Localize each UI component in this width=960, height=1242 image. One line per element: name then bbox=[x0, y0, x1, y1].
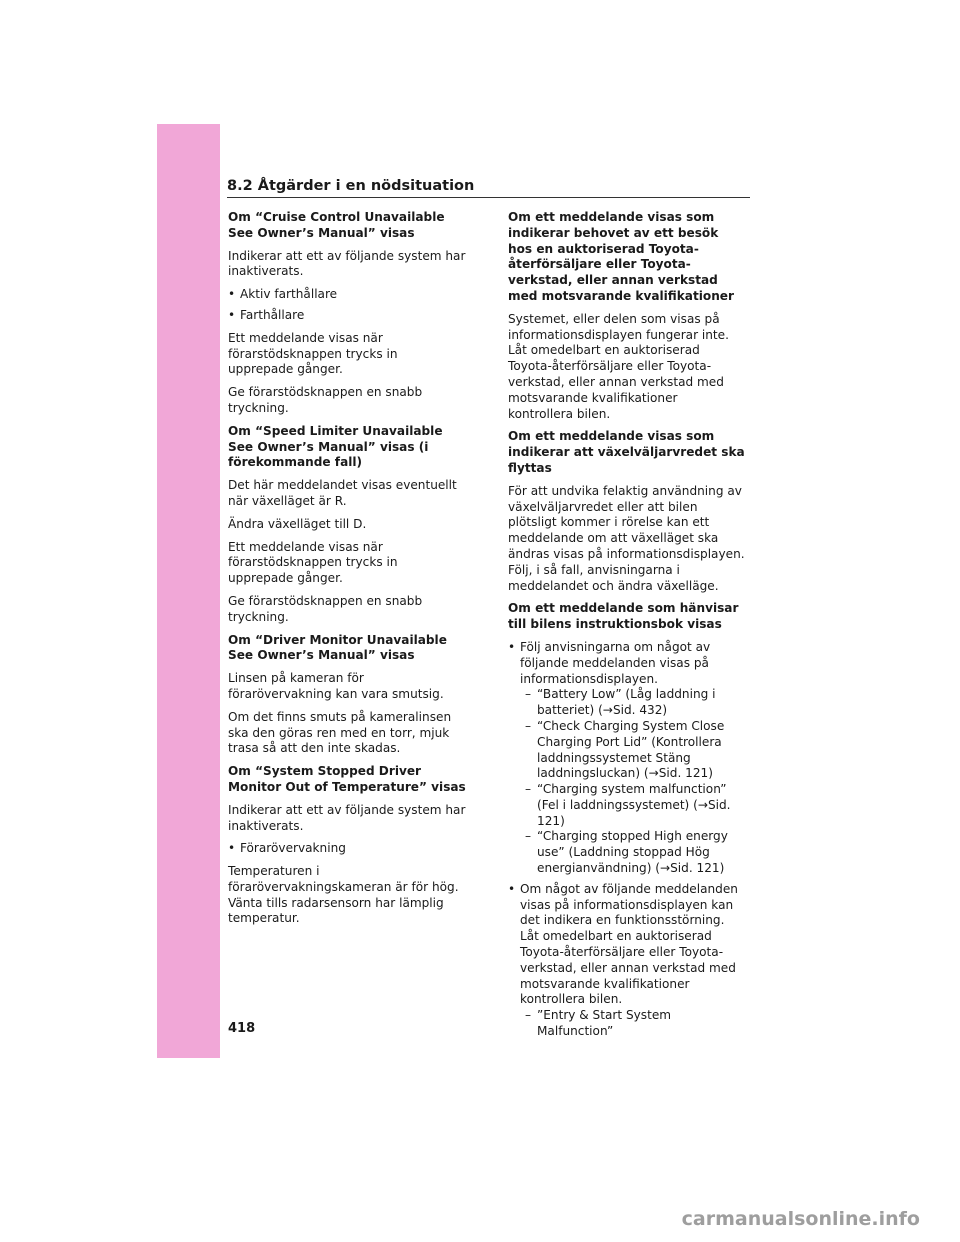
paragraph: Ett meddelande visas när förarstödsknappen trycks in upprepade gånger. bbox=[228, 539, 398, 586]
section-header: 8.2 Åtgärder i en nödsituation bbox=[227, 178, 750, 198]
bullet-list bbox=[228, 841, 466, 857]
bullet-list bbox=[228, 287, 466, 324]
paragraph: Indikerar att ett av följande system har inaktiverats. bbox=[228, 248, 466, 279]
paragraph: Ett meddelande visas när förarstödsknappen trycks in upprepade gånger. bbox=[228, 330, 398, 377]
right-column bbox=[508, 210, 746, 1047]
heading-system-stopped: Om “System Stopped Driver Monitor Out of Temperature” visas bbox=[228, 764, 466, 794]
heading-shift-lever: Om ett meddelande visas som indikerar att växelväljarvredet ska flyttas bbox=[508, 429, 745, 475]
paragraph: Indikerar att ett av följande system har inaktiverats. bbox=[228, 802, 466, 833]
list-item: – “Check Charging System Close Charging Port Lid” (Kontrollera laddningssystemet Stäng laddningsluckan) (→Sid. 121) bbox=[520, 719, 746, 782]
list-item bbox=[508, 882, 746, 1040]
paragraph: Ge förarstödsknappen en snabb tryckning. bbox=[228, 385, 423, 415]
list-item bbox=[508, 640, 746, 877]
paragraph: Ge förarstödsknappen en snabb tryckning. bbox=[228, 593, 423, 624]
dash-list bbox=[520, 687, 746, 877]
paragraph: Det här meddelandet visas eventuellt när växelläget är R. bbox=[228, 478, 457, 508]
sidebar-tab bbox=[157, 124, 220, 1058]
paragraph: För att undvika felaktig användning av växelväljarvredet eller att bilen plötsligt kommer i rörelse kan ett meddelande om att växelläget ska ändras visas på informationsdisplayen. Följ, i så fall, anvisningarna i meddelandet och ändra växelläge. bbox=[508, 483, 745, 593]
heading-driver-monitor: Om “Driver Monitor Unavailable See Owner’s Manual” visas bbox=[228, 632, 447, 663]
heading-speed-limiter: Om “Speed Limiter Unavailable See Owner’s Manual” visas (i förekommande fall) bbox=[228, 423, 443, 470]
list-item: – “Charging stopped High energy use” (Laddning stoppad Hög energianvändning) (→Sid. 121) bbox=[520, 829, 746, 876]
paragraph: Ändra växelläget till D. bbox=[228, 516, 367, 531]
list-item: – “Charging system malfunction” (Fel i laddningssystemet) (→Sid. 121) bbox=[520, 782, 746, 829]
list-item: • Förarövervakning bbox=[228, 841, 466, 857]
paragraph: Linsen på kameran för förarövervakning kan vara smutsig. bbox=[228, 671, 444, 701]
list-item: – “Battery Low” (Låg laddning i batteriet) (→Sid. 432) bbox=[520, 687, 746, 719]
watermark: carmanualsonline.info bbox=[681, 1208, 920, 1230]
bullet-list bbox=[508, 640, 746, 1040]
dash-list bbox=[520, 1008, 746, 1040]
left-column bbox=[228, 210, 466, 934]
heading-dealer-visit: Om ett meddelande visas som indikerar behovet av ett besök hos en auktoriserad Toyota-återförsäljare eller Toyota-verkstad, eller annan verkstad med motsvarande kvalifikationer bbox=[508, 210, 734, 303]
paragraph: Om det finns smuts på kameralinsen ska den göras ren med en torr, mjuk trasa så att den inte skadas. bbox=[228, 709, 452, 756]
page-number: 418 bbox=[228, 1021, 256, 1036]
list-item: – ”Entry & Start System Malfunction” bbox=[520, 1008, 746, 1040]
list-item: • Aktiv farthållare bbox=[228, 287, 466, 303]
paragraph: Systemet, eller delen som visas på informationsdisplayen fungerar inte. Låt omedelbart en auktoriserad Toyota-återförsäljare eller Toyota-verkstad, eller annan verkstad med motsvarande kvalifikationer kontrollera bilen. bbox=[508, 311, 729, 421]
paragraph: Temperaturen i förarövervakningskameran är för hög. Vänta tills radarsensorn har lämplig temperatur. bbox=[228, 864, 459, 926]
list-item: • Farthållare bbox=[228, 308, 466, 324]
list-item-text: Följ anvisningarna om något av följande meddelanden visas på informationsdisplayen. bbox=[520, 639, 711, 686]
list-item-text: Om något av följande meddelanden visas på informationsdisplayen kan det indikera en funktionsstörning. Låt omedelbart en auktoriserad Toyota-återförsäljare eller Toyota-verkstad, eller annan verkstad med motsvarande kvalifikationer kontrollera bilen. bbox=[520, 881, 738, 1007]
heading-cruise-control: Om “Cruise Control Unavailable See Owner’s Manual” visas bbox=[228, 210, 445, 240]
heading-owners-manual: Om ett meddelande som hänvisar till bilens instruktionsbok visas bbox=[508, 601, 739, 632]
